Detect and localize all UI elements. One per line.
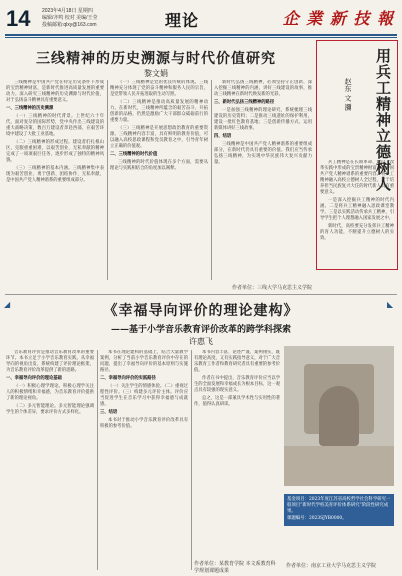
paragraph: （一）三线精神的时代背景。上世纪六十年代，面对复杂的国际形势，党中央作出三线建设的重大战略决策，数百万建设者奔赴西部，在艰苦环境中建设了大批工业基地。 <box>6 114 104 137</box>
issue-editor: 编辑/齐鸣 校对 美编/王莹 <box>42 15 98 21</box>
section-heading: 二、幸福导向评价的实践路径 <box>100 376 156 381</box>
author-photo <box>284 346 394 486</box>
paragraph: （三）三线精神是开展思想政治教育的重要资源。三线精神内容丰富，具有鲜明的教育价值，可以融入高校思政课程和党员教育之中，引导青年树立正确的价值观。 <box>110 126 208 149</box>
paragraph: 兵工精神是在长期革命、建设、改革实践中形成的宝贵精神财富，是中国共产党人精神谱系的重要内容。将兵工精神融入高校立德树人全过程，对于培养担当民族复兴大任的时代新人具有重要意义。 <box>320 160 394 195</box>
column-divider <box>191 350 192 570</box>
article2-credit: 作者单位：某教育学院 本文系教育科学规划课题成果 <box>194 561 276 574</box>
section-heading: 一、三线精神的历史溯源 <box>6 106 54 111</box>
note-credit: 作者单位：南京工业大学马克思主义学院 <box>286 563 377 569</box>
header-rule-thin <box>5 37 397 38</box>
paragraph: 本书内容丰富、论述严谨、案例翔实，既有理论高度，又有实践指导意义，对于广大音乐教育工作者和教育研究者具有重要的参考价值。 <box>194 350 280 373</box>
newspaper-masthead: 企 業 新 技 報 <box>282 9 394 28</box>
title-ornament-right: ◣ <box>387 300 394 309</box>
page-number: 14 <box>6 6 31 31</box>
article1-column-3 <box>214 80 312 260</box>
issue-meta <box>42 8 98 29</box>
paragraph: 三线精神的时代价值体现在多个方面，需要从理论与实践相结合的角度加以阐释。 <box>110 160 208 171</box>
article2-subtitle: ——基于小学音乐教育评价改革的跨学科探索 <box>110 325 291 335</box>
title-ornament-left: ◢ <box>4 300 11 309</box>
paragraph: 三线精神是中国共产党在特定历史条件下形成的宝贵精神财富，是新时代推进高质量发展的重要动力。深入研究三线精神的历史渊源与时代价值，对于弘扬奋斗精神具有重要意义。 <box>6 80 104 103</box>
article1-column-1 <box>6 80 104 280</box>
paragraph: 总之，这是一部兼具学术性与实用性的著作，值得认真研读。 <box>194 396 280 407</box>
column-divider <box>97 350 98 570</box>
article2-column-1 <box>6 350 94 570</box>
paragraph: 作者在书中提出，音乐教育评价应当以学生的全面发展和幸福成长为根本目标，这一观点具有较强的现实意义。 <box>194 376 280 393</box>
paragraph: （一）积极心理学理论。积极心理学关注人的积极情绪和幸福感，为音乐教育评价提供了新的理论视角。 <box>6 384 94 401</box>
paragraph: （一）关注学生的情感体验。（二）重视过程性评价。（三）构建多元评价主体。评价应当促进学生在音乐学习中获得幸福感与成就感。 <box>100 384 188 407</box>
article1-title: 三线精神的历史溯源与时代价值研究 <box>36 51 276 67</box>
section-heading: 三、新时代弘扬三线精神的路径 <box>214 100 275 105</box>
article2-title: 《幸福导向评价的理论建构》 <box>103 303 299 319</box>
article2-column-2 <box>100 350 188 570</box>
funding-note <box>284 494 394 526</box>
paragraph: 一是加强三线精神的理论研究，系统梳理三线建设的历史资料；二是推动三线遗址的保护利用，建设一批红色教育基地；三是创新传播方式，运用新媒体讲好三线故事。 <box>214 108 312 131</box>
side-article-title: 用兵工精神立德树人 <box>374 48 392 192</box>
paragraph: 新时代弘扬三线精神，必须坚持守正创新，深入挖掘三线精神的内涵，讲好三线建设的故事，推动三线精神在新时代焕发新的光彩。 <box>214 80 312 97</box>
paragraph: （二）三线精神的形成过程。建设者们扎根山区，克服重重困难，以艰苦创业、无私奉献的精神完成了一项项艰巨任务，逐步形成了独特的精神风貌。 <box>6 140 104 163</box>
note-line: 基金项目：2023年度江苏省高校哲学社会科学研究一般项目“新时代学校美育评价体系研究”阶段性研究成果。 <box>287 497 391 514</box>
paragraph: （二）多元智能理论。多元智能理论强调学生的个体差异，要求评价方式多样化。 <box>6 404 94 415</box>
issue-email: 投稿邮箱:qlxy@163.com <box>42 22 97 28</box>
issue-date: 2023年4月18日 星期四 <box>42 8 93 14</box>
section-heading: 四、结语 <box>214 134 232 139</box>
paragraph: 一是深入挖掘兵工精神的时代内涵。二是将兵工精神融入思政课堂教学。三是以实践活动传承兵工精神，引导学生把个人理想融入国家发展之中。 <box>320 198 394 221</box>
column-divider <box>211 80 212 280</box>
header-rule <box>5 34 397 36</box>
paragraph: 本书在理论建构的基础上，结合大量教学案例，分析了当前小学音乐教育评价中存在的问题，提出了幸福导向评价的基本原则与实施路径。 <box>100 350 188 373</box>
paragraph: （三）三线精神的基本内涵。三线精神集中表现为艰苦创业、勇于创新、团结协作、无私奉献，是中国共产党人精神谱系的重要组成部分。 <box>6 166 104 183</box>
paragraph: 新时代，高校要充分发挥兵工精神的育人功能，不断提升立德树人的实效。 <box>320 224 394 241</box>
column-divider <box>107 80 108 280</box>
section-heading: 二、三线精神的时代价值 <box>110 152 158 157</box>
article1-author: 黎文娟 <box>144 69 168 78</box>
section-title: 理论 <box>165 11 200 30</box>
note-line: 课题编号：2023SJYB0000。 <box>287 516 347 521</box>
paragraph: 三线精神是中国共产党人精神谱系的重要组成部分，在新时代仍具有重要的价值。我们应当传承弘扬三线精神，为实现中华民族伟大复兴贡献力量。 <box>214 142 312 165</box>
article1-credit: 作者单位：三线大学马克思主义学院 <box>231 285 312 291</box>
article1-column-2 <box>110 80 208 280</box>
page-header <box>0 0 402 36</box>
side-article-body <box>320 160 394 264</box>
section-heading: 一、幸福导向评价的理论基础 <box>6 376 62 381</box>
paragraph: 本书对于推动小学音乐教育评价改革具有积极的参考价值。 <box>100 418 188 429</box>
article2-column-3 <box>194 350 280 556</box>
section-heading: 三、结语 <box>100 410 118 415</box>
side-article-author: 赵东 文 瀰 <box>344 78 352 111</box>
article-divider <box>5 294 397 295</box>
paragraph: （一）三线精神是党的优良传统的体现。三线精神充分体现了党的奋斗精神和服务人民的宗旨，是党带领人民开拓进取的生动写照。 <box>110 80 208 97</box>
paragraph: （二）三线精神是推动高质量发展的精神动力。在新时代，三线精神所蕴含的艰苦奋斗、开拓创新的品格，仍然是激励广大干部群众砥砺前行的重要力量。 <box>110 100 208 123</box>
article2-author: 许惠飞 <box>189 337 213 346</box>
paragraph: 音乐教育评价是推动音乐教育改革的重要环节。本书立足于小学音乐教育实践，从幸福导向的视角出发，系统构建了评价理论框架，为音乐教育评价改革提供了新的思路。 <box>6 350 94 373</box>
